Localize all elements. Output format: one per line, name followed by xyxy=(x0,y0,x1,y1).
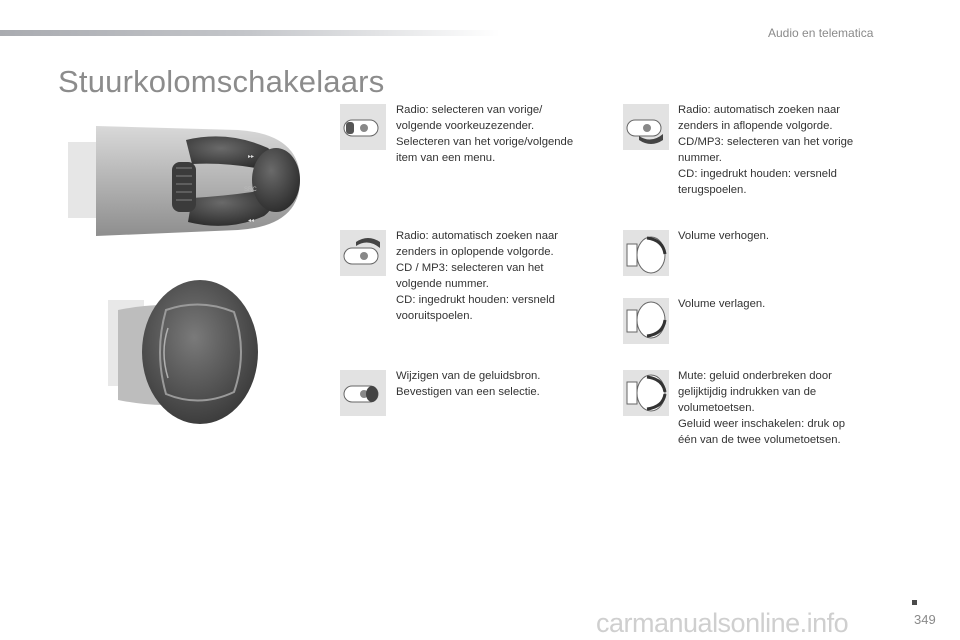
seek-lever-up-icon xyxy=(340,230,386,276)
prev-label: ◂◂ xyxy=(248,218,255,224)
src-label: SRC xyxy=(244,187,257,193)
control-description-seek-down: Radio: automatisch zoeken naar zenders in aflopende volgorde. CD/MP3: selecteren van het vorige nummer. CD: ingedrukt houden: versneld terugspoelen. xyxy=(678,104,854,196)
steering-stalk-lower-illustration xyxy=(108,270,258,428)
control-description-volume-up: Volume verhogen. xyxy=(678,230,770,242)
seek-lever-down-icon xyxy=(623,104,669,150)
volume-up-icon xyxy=(623,230,669,276)
steering-stalk-upper-illustration xyxy=(68,118,308,258)
watermark: carmanualsonline.info xyxy=(596,608,849,638)
page-marker xyxy=(912,600,917,605)
source-select-icon xyxy=(340,370,386,416)
header-bar xyxy=(0,30,500,36)
control-description-seek-preset: Radio: selecteren van vorige/ volgende voorkeuzezender. Selecteren van het vorige/volgende item van een menu. xyxy=(396,104,574,164)
control-description-source: Wijzigen van de geluidsbron. Bevestigen van een selectie. xyxy=(396,370,541,398)
section-title: Audio en telematica xyxy=(768,26,874,40)
next-label: ▸▸ xyxy=(248,154,255,160)
control-description-seek-up: Radio: automatisch zoeken naar zenders in oplopende volgorde. CD / MP3: selecteren van het volgende nummer. CD: ingedrukt houden: versneld vooruitspoelen. xyxy=(396,230,559,322)
page-number: 349 xyxy=(914,612,936,627)
page-title: Stuurkolomschakelaars xyxy=(58,64,385,99)
mute-icon xyxy=(623,370,669,416)
volume-down-icon xyxy=(623,298,669,344)
control-description-mute: Mute: geluid onderbreken door gelijktijdig indrukken van de volumetoetsen. Geluid weer inschakelen: druk op één van de twee volumetoetsen. xyxy=(678,370,846,446)
seek-lever-left-icon xyxy=(340,104,386,150)
control-description-volume-down: Volume verlagen. xyxy=(678,298,766,310)
